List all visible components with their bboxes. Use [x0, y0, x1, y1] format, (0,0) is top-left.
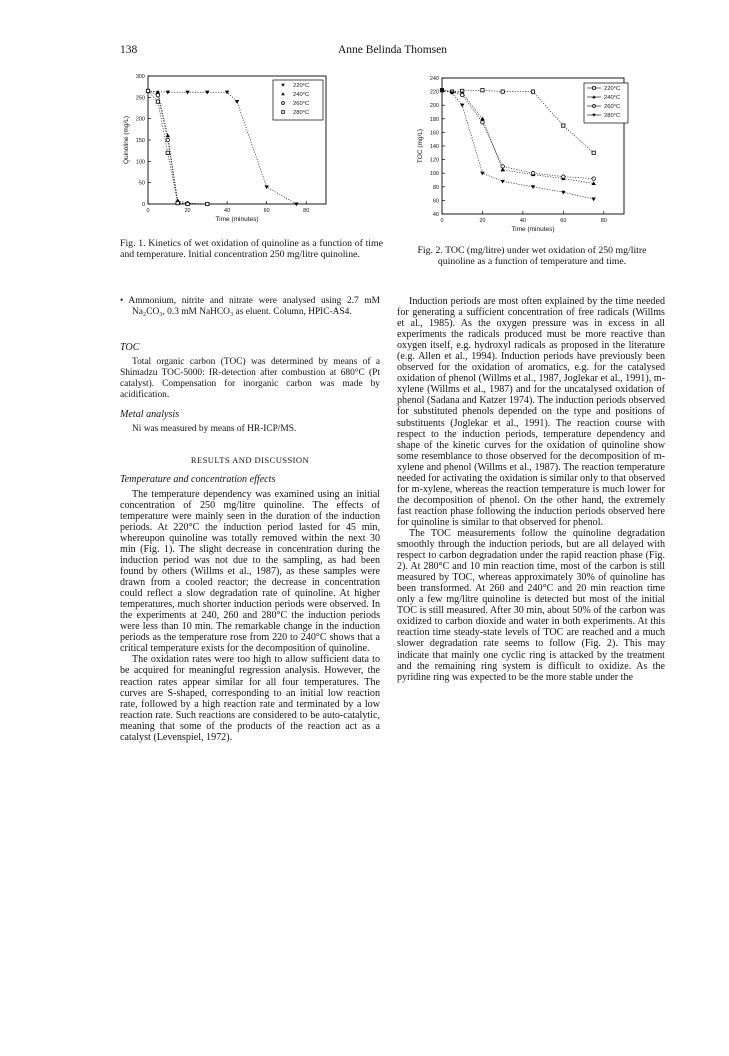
- series-line: [442, 90, 594, 178]
- legend-marker: [593, 105, 596, 108]
- series-3: [440, 89, 596, 202]
- temperature-heading: Temperature and concentration effects: [120, 473, 276, 485]
- figure-1-chart: [108, 72, 338, 234]
- y-tick-label: 0: [141, 202, 145, 208]
- series-1: [146, 89, 210, 206]
- legend-label: 220°C: [604, 86, 621, 92]
- data-point: [531, 90, 534, 93]
- toc-heading: TOC: [120, 342, 140, 353]
- y-tick-label: 200: [135, 116, 145, 123]
- data-point: [480, 117, 484, 121]
- data-point: [562, 175, 566, 179]
- x-tick-label: 0: [146, 208, 150, 214]
- y-tick-label: 40: [432, 212, 439, 218]
- data-point: [166, 151, 169, 154]
- data-point: [460, 104, 464, 108]
- figure-1: [108, 72, 338, 234]
- y-tick-label: 50: [138, 180, 145, 187]
- x-tick-label: 60: [263, 208, 270, 214]
- y-tick-label: 220: [429, 89, 439, 96]
- data-point: [460, 93, 464, 97]
- legend-label: 240°C: [293, 92, 310, 98]
- x-axis-label: Time (minutes): [511, 226, 555, 233]
- data-point: [562, 124, 565, 127]
- results-paragraph-2: The oxidation rates were too high to allow sufficient data to be acquired for meaningful regression analysis. However, the reaction rates appear similar for all four temperatures. The curves are S-shaped, corresponding to an initial low reaction rate, followed by a high reaction rate and terminated by a low reaction rate. Such reactions are considered to be auto-catalytic, meaning that some of the products of the reaction act as a catalyst (Levenspiel, 1972).: [120, 654, 380, 743]
- data-point: [501, 90, 504, 93]
- data-point: [501, 165, 505, 169]
- data-point: [481, 120, 485, 124]
- y-tick-label: 100: [135, 159, 145, 166]
- data-point: [531, 171, 535, 175]
- data-point: [264, 185, 268, 189]
- data-point: [481, 89, 484, 92]
- y-tick-label: 140: [429, 144, 439, 150]
- data-point: [592, 177, 596, 181]
- series-line: [148, 91, 207, 204]
- running-head: Anne Belinda Thomsen: [337, 44, 448, 56]
- x-tick-label: 0: [440, 218, 444, 224]
- series-line: [442, 90, 594, 183]
- legend-label: 280°C: [293, 110, 310, 116]
- series-line: [148, 91, 207, 204]
- left-column: [120, 296, 380, 743]
- figure-1-caption: Fig. 1. Kinetics of wet oxidation of quinoline as a function of time and temperature. Initial concentration 250 mg/litre quinoline.: [120, 238, 383, 261]
- y-tick-label: 100: [429, 171, 439, 178]
- y-tick-label: 300: [135, 74, 145, 80]
- data-point: [591, 198, 595, 202]
- results-paragraph-1: The temperature dependency was examined using an initial concentration of 250 mg/litre quinoline. The effects of temperature were mainly seen in the duration of the induction periods. At 220°C the induction period lasted for 45 min, whereupon quinoline was totally removed within the next 30 min (Fig. 1). The slight decrease in concentration during the induction period was not due to the sampling, as had been found by others (Willms et al., 1987), as these samples were drawn from a cooled reactor; the decrease in concentration could reflect a slow degradation rate of quinoline. At higher temperatures, much shorter induction periods were observed. In the experiments at 240, 260 and 280°C the induction periods were less than 10 min. The remarkable change in the induction periods as the temperature rose from 220 to 240°C shows that a critical temperature exists for the decomposition of quinoline.: [120, 488, 380, 655]
- y-tick-label: 80: [432, 184, 439, 191]
- legend-marker: [282, 102, 285, 105]
- y-axis-label: Quinoline (mg/L): [123, 115, 130, 165]
- metal-paragraph: Ni was measured by means of HR-ICP/MS.: [132, 423, 297, 434]
- y-tick-label: 250: [135, 95, 145, 102]
- figure-2: [400, 72, 640, 240]
- page-header: [120, 44, 665, 60]
- x-tick-label: 80: [600, 218, 607, 224]
- data-point: [185, 91, 189, 95]
- legend-label: 240°C: [604, 95, 621, 101]
- figure-2-caption: Fig. 2. TOC (mg/litre) under wet oxidation of 250 mg/litre quinoline as a function of temperature and time.: [417, 245, 647, 268]
- right-column: [397, 296, 665, 683]
- series-2: [146, 89, 209, 206]
- data-point: [156, 93, 160, 97]
- series-0: [440, 89, 595, 155]
- x-tick-label: 80: [303, 208, 310, 214]
- legend-marker: [282, 111, 285, 114]
- results-heading: RESULTS AND DISCUSSION: [190, 454, 310, 465]
- x-tick-label: 40: [224, 208, 231, 214]
- data-point: [146, 89, 149, 92]
- series-line: [442, 90, 594, 199]
- series-2: [440, 88, 595, 180]
- x-axis-label: Time (minutes): [215, 216, 259, 223]
- y-axis-label: TOC (mg/L): [417, 128, 424, 164]
- y-tick-label: 150: [135, 138, 145, 144]
- legend-label: 220°C: [293, 83, 310, 89]
- data-point: [166, 138, 170, 142]
- data-point: [186, 202, 189, 205]
- legend-label: 280°C: [604, 113, 621, 119]
- x-tick-label: 40: [519, 218, 526, 224]
- legend-label: 260°C: [293, 101, 310, 107]
- y-tick-label: 120: [429, 157, 439, 164]
- y-tick-label: 240: [429, 76, 439, 82]
- discussion-paragraph-2: The TOC measurements follow the quinoline degradation smoothly through the induction periods, but are all delayed with respect to carbon degradation under the rapid reaction phase (Fig. 2). At 280°C and 10 min reaction time, most of the carbon is still measured by TOC, whereas approximately 30% of quinoline has been transformed. At 260 and 240°C and 20 min reaction time only a few mg/litre quinoline is detected but most of the initial TOC is still measured. After 30 min, about 50% of the carbon was oxidized to carbon dioxide and water in both experiments. At this reaction time steady-state levels of TOC are reached and a much slower degradation rate seems to follow (Fig. 2). This may indicate that mainly one cyclic ring is attacked by the treatment and the remaining ring system is difficult to oxidize. As the pyridine ring was expected to be the more stable under the: [397, 527, 665, 683]
- x-tick-label: 20: [479, 218, 486, 224]
- figure-2-chart: [400, 72, 640, 240]
- x-tick-label: 60: [560, 218, 567, 224]
- x-tick-label: 20: [184, 208, 191, 214]
- y-tick-label: 160: [429, 130, 439, 137]
- y-tick-label: 200: [429, 103, 439, 110]
- series-line: [442, 90, 594, 153]
- series-1: [440, 88, 596, 185]
- y-tick-label: 180: [429, 116, 439, 123]
- data-point: [176, 201, 179, 204]
- legend-marker: [593, 87, 596, 90]
- data-point: [592, 151, 595, 154]
- series-3: [146, 89, 209, 205]
- series-line: [148, 91, 207, 204]
- toc-paragraph: Total organic carbon (TOC) was determined by means of a Shimadzu TOC-5000: IR-detection after combustion at 680°C (Pt catalyst). Compensation for inorganic carbon was made by acidification.: [120, 357, 380, 400]
- y-tick-label: 60: [432, 198, 439, 205]
- data-point: [156, 100, 159, 103]
- page-number: 138: [120, 44, 138, 56]
- metal-heading: Metal analysis: [120, 408, 180, 420]
- data-point: [235, 100, 239, 104]
- discussion-paragraph-1: Induction periods are most often explained by the time needed for generating a sufficient concentration of free radicals (Willms et al., 1985). As the oxygen pressure was in excess in all experiments the radicals produced must be more reactive than oxygen itself, e.g. hydroxyl radicals as proposed in the literature (e.g. Allen et al., 1994). Induction periods have previously been observed for the oxidation of aromatics, e.g. for the catalysed oxidation of phenol (Willms et al., 1987, Joglekar et al., 1991), m-xylene (Willms et al., 1987) and for the uncatalysed oxidation of phenol (Sadana and Katzer 1974). The induction periods observed for substituted phenols depended on the type and positions of substituents (Joglekar et al., 1991). The reaction course with respect to the induction periods, temperature dependency and shape of the kinetic curves for the oxidation of quinoline show some resemblance to those observed for the decomposition of m-xylene and phenol (Willms et al., 1987). The reaction temperature needed for activating the oxidation is similar only to that observed for m-xylene, whereas the reaction temperature is much lower for the decomposition of phenol. On the other hand, the extremely fast reaction phase following the induction periods observed here for quinoline is similar to that observed for phenol.: [397, 296, 665, 528]
- methods-bullet: • Ammonium, nitrite and nitrate were analysed using 2.7 mM Na₂CO₃, 0.3 mM NaHCO₃ as eluent. Column, HPIC-AS4.: [120, 296, 380, 317]
- data-point: [206, 202, 209, 205]
- legend-label: 260°C: [604, 104, 621, 110]
